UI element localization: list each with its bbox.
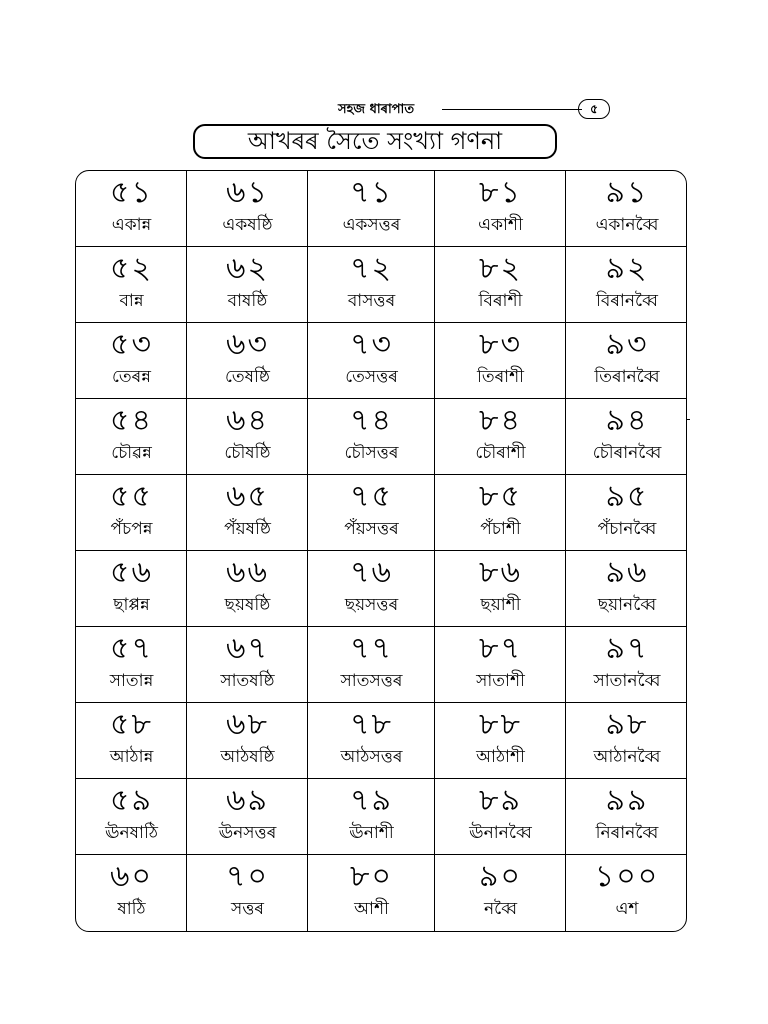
numeral: ৮৪ — [479, 403, 522, 438]
numeral: ৫৬ — [110, 555, 153, 590]
number-cell — [187, 399, 308, 475]
number-word: এশ — [615, 899, 639, 919]
number-cell — [308, 247, 435, 323]
number-cell — [566, 399, 687, 475]
number-cell — [566, 779, 687, 855]
number-word: নব্বৈ — [483, 899, 518, 919]
numeral: ৮৫ — [479, 479, 522, 514]
numeral: ৬৮ — [226, 707, 269, 742]
numeral: ৬৩ — [225, 327, 269, 362]
number-word: ছয়সত্তৰ — [344, 595, 399, 615]
numeral: ৮৮ — [479, 707, 522, 742]
number-cell — [187, 551, 308, 627]
number-cell — [76, 399, 187, 475]
number-word: ঊনষাঠি — [105, 823, 158, 843]
numeral: ৮৯ — [479, 783, 522, 818]
number-word: সত্তৰ — [231, 899, 264, 919]
number-word: তেষষ্ঠি — [225, 367, 270, 387]
number-word: চৌৰাশী — [475, 443, 526, 463]
numeral: ৮৬ — [479, 555, 522, 590]
numeral: ১০০ — [594, 859, 660, 894]
number-word: আঠসত্তৰ — [340, 747, 403, 767]
number-cell — [435, 551, 566, 627]
number-word: একষষ্ঠি — [222, 215, 273, 235]
number-cell — [566, 627, 687, 703]
number-cell — [76, 323, 187, 399]
numeral: ৫৩ — [110, 327, 153, 362]
margin-mark — [687, 419, 690, 420]
number-word: সাতাশী — [476, 671, 525, 691]
number-word: পঁচাশী — [480, 519, 521, 539]
number-word: সাতানব্বৈ — [593, 671, 661, 691]
numeral: ৭৯ — [350, 783, 393, 818]
numeral: ৭৬ — [349, 555, 393, 590]
number-cell — [566, 703, 687, 779]
number-cell — [187, 779, 308, 855]
running-header — [338, 98, 613, 122]
number-cell — [187, 703, 308, 779]
numeral: ৬১ — [226, 175, 269, 210]
number-word: সাতান্ন — [109, 671, 154, 691]
page-number: ৫ — [578, 99, 610, 119]
number-cell — [435, 247, 566, 323]
number-cell — [308, 323, 435, 399]
numeral: ৫২ — [110, 251, 153, 286]
number-word: বাসত্তৰ — [347, 291, 396, 311]
numeral: ৫১ — [110, 175, 153, 210]
numeral: ৬৫ — [226, 479, 269, 514]
numeral: ৫৯ — [110, 783, 153, 818]
number-word: চৌষষ্ঠি — [224, 443, 271, 463]
header-rule — [442, 109, 582, 110]
number-cell — [76, 247, 187, 323]
number-word: আশী — [354, 899, 389, 919]
number-cell — [435, 627, 566, 703]
number-word: ঊনসত্তৰ — [218, 823, 277, 843]
numeral: ৭৪ — [350, 403, 393, 438]
numeral: ৫৪ — [110, 403, 153, 438]
number-cell — [76, 627, 187, 703]
numeral: ৬০ — [109, 859, 153, 894]
number-word: পঁচানব্বৈ — [597, 519, 657, 539]
number-cell — [435, 323, 566, 399]
number-word: পঁয়ষষ্ঠি — [224, 519, 271, 539]
number-cell — [76, 171, 187, 247]
number-word: ছয়াশী — [480, 595, 521, 615]
number-word: পঁচপন্ন — [110, 519, 153, 539]
number-word: চৌৰানব্বৈ — [592, 443, 662, 463]
number-cell — [308, 551, 435, 627]
numeral: ৭০ — [225, 859, 269, 894]
number-cell — [308, 627, 435, 703]
number-word: ষাঠি — [117, 899, 146, 919]
number-table — [75, 170, 687, 932]
number-word: সাতসত্তৰ — [340, 671, 403, 691]
numeral: ৮২ — [479, 251, 522, 286]
numeral: ৯০ — [479, 859, 522, 894]
numeral: ৮৩ — [479, 327, 522, 362]
number-word: তিৰাশী — [476, 367, 525, 387]
number-word: তিৰানব্বৈ — [594, 367, 660, 387]
book-name: সহজ ধাৰাপাত — [338, 102, 415, 117]
number-cell — [76, 475, 187, 551]
number-cell — [566, 323, 687, 399]
number-word: বাষষ্ঠি — [227, 291, 268, 311]
number-word: তেৰন্ন — [112, 367, 151, 387]
numeral: ৯৫ — [605, 479, 649, 514]
numeral: ৯৮ — [605, 707, 649, 742]
number-cell — [187, 855, 308, 931]
number-cell — [187, 247, 308, 323]
number-cell — [308, 779, 435, 855]
number-cell — [308, 475, 435, 551]
number-word: পঁয়সত্তৰ — [344, 519, 399, 539]
number-word: ছয়ষষ্ঠি — [224, 595, 271, 615]
numeral: ৬৪ — [226, 403, 269, 438]
numeral: ৯২ — [605, 251, 649, 286]
numeral: ৭৭ — [349, 631, 393, 666]
number-word: আঠষষ্ঠি — [220, 747, 275, 767]
numeral: ৬৬ — [225, 555, 269, 590]
numeral: ৬৯ — [226, 783, 269, 818]
number-cell — [566, 855, 687, 931]
number-cell — [76, 855, 187, 931]
numeral: ৫৭ — [110, 631, 153, 666]
number-word: বিৰানব্বৈ — [596, 291, 658, 311]
number-cell — [76, 779, 187, 855]
number-cell — [187, 323, 308, 399]
numeral: ৮০ — [350, 859, 393, 894]
number-cell — [435, 399, 566, 475]
number-word: একান্ন — [111, 215, 152, 235]
numeral: ৬২ — [225, 251, 269, 286]
numeral: ৫৫ — [110, 479, 153, 514]
numeral: ৯৭ — [605, 631, 649, 666]
number-cell — [187, 627, 308, 703]
number-cell — [308, 399, 435, 475]
numeral: ৭৫ — [350, 479, 393, 514]
numeral: ৭৮ — [350, 707, 393, 742]
number-word: ছাপ্পন্ন — [113, 595, 150, 615]
numeral: ৯১ — [605, 175, 649, 210]
number-word: একাশী — [478, 215, 523, 235]
page-title: আখৰৰ সৈতে সংখ্যা গণনা — [193, 124, 557, 159]
numeral: ৬৭ — [225, 631, 269, 666]
numeral: ৭২ — [349, 251, 393, 286]
numeral: ৯৯ — [605, 783, 649, 818]
numeral: ৯৩ — [605, 327, 649, 362]
number-word: বান্ন — [119, 291, 144, 311]
number-cell — [187, 475, 308, 551]
numeral: ৮১ — [479, 175, 522, 210]
number-cell — [187, 171, 308, 247]
number-cell — [435, 475, 566, 551]
number-cell — [435, 171, 566, 247]
numeral: ৫৮ — [110, 707, 153, 742]
number-cell — [566, 475, 687, 551]
number-cell — [435, 703, 566, 779]
number-word: তেসত্তৰ — [345, 367, 398, 387]
numeral: ৯৪ — [605, 403, 649, 438]
number-cell — [308, 703, 435, 779]
number-word: একসত্তৰ — [342, 215, 401, 235]
number-cell — [76, 551, 187, 627]
number-cell — [566, 247, 687, 323]
number-word: চৌসত্তৰ — [344, 443, 399, 463]
number-word: ঊনানব্বৈ — [469, 823, 532, 843]
number-cell — [76, 703, 187, 779]
numeral: ৭৩ — [349, 327, 393, 362]
number-cell — [566, 171, 687, 247]
number-word: আঠান্ন — [109, 747, 154, 767]
number-cell — [566, 551, 687, 627]
number-word: আঠাশী — [476, 747, 525, 767]
number-word: সাতষষ্ঠি — [220, 671, 275, 691]
number-cell — [435, 779, 566, 855]
number-cell — [308, 855, 435, 931]
number-cell — [308, 171, 435, 247]
number-cell — [435, 855, 566, 931]
number-word: ঊনাশী — [349, 823, 394, 843]
number-word: বিৰাশী — [478, 291, 523, 311]
number-word: চৌৱন্ন — [111, 443, 152, 463]
number-word: আঠানব্বৈ — [593, 747, 661, 767]
numeral: ৯৬ — [605, 555, 649, 590]
numeral: ৮৭ — [479, 631, 522, 666]
number-word: নিৰানব্বৈ — [595, 823, 659, 843]
number-word: ছয়ানব্বৈ — [597, 595, 657, 615]
numeral: ৭১ — [350, 175, 393, 210]
number-word: একানব্বৈ — [595, 215, 659, 235]
